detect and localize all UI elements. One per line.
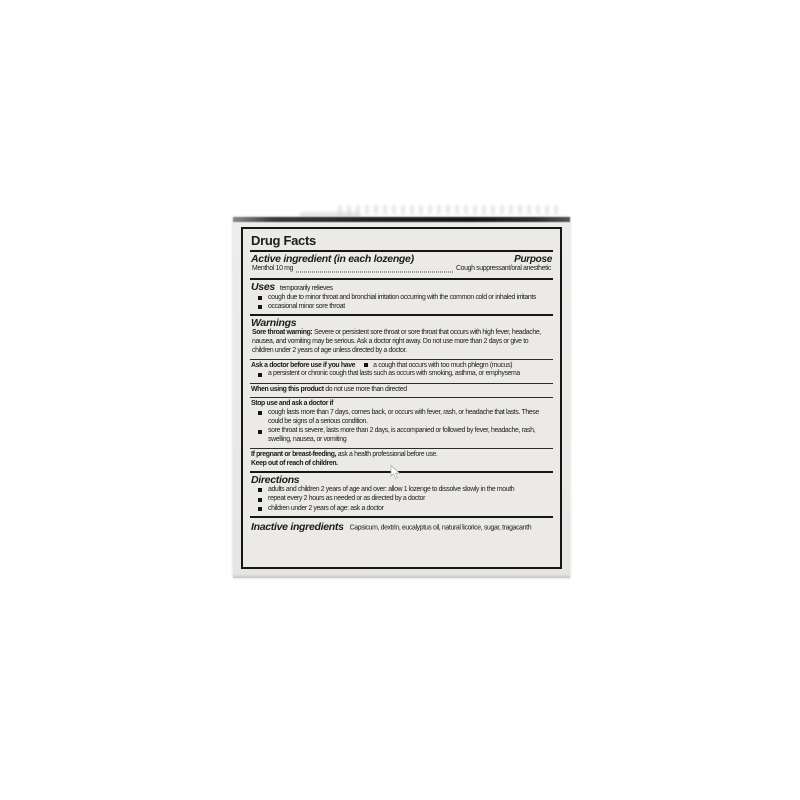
ask-doctor-subsection [250,361,553,382]
bullet-square-icon [258,507,262,511]
stop-use-bullet: cough lasts more than 7 days, comes back, or occurs with fever, rash, or headache that lasts. These could be signs of a serious condition. [251,409,552,427]
package-top-edge [233,217,570,222]
keep-out-of-reach: Keep out of reach of children. [251,460,338,468]
sore-throat-warning: Sore throat warning: Severe or persistent sore throat or sore throat that occurs with high fever, headache, nausea, and vomiting may be serious. Ask a doctor right away. Do not use more than 2 days or give to children under 2 years of age unless directed by a doctor. [252,329,541,354]
uses-section [250,280,553,314]
directions-bullet: repeat every 2 hours as needed or as directed by a doctor [251,495,552,504]
uses-lead: temporarily relieves [279,284,333,292]
warnings-heading: Warnings [251,317,297,330]
pregnancy-subsection: If pregnant or breast-feeding, ask a health professional before use. Keep out of reach of children. [250,450,553,471]
inactive-ingredients-list: Capsicum, dextrin, eucalyptus oil, natural licorice, sugar, tragacanth [349,524,532,532]
subsection-divider [250,397,553,398]
bullet-square-icon [258,373,262,377]
bullet-square-icon [258,305,262,309]
active-ingredient-section [250,252,553,278]
bullet-square-icon [258,296,262,300]
subsection-divider [250,383,553,384]
uses-bullet: occasional minor sore throat [251,303,552,312]
dotted-leader [296,271,453,272]
inactive-ingredients-section [250,518,553,536]
section-divider [250,471,553,473]
bullet-square-icon [258,488,262,492]
drug-facts-box [241,227,562,569]
ask-doctor-bullet: a persistent or chronic cough that lasts such as occurs with smoking, asthma, or emphysema [251,370,552,379]
subsection-divider [250,359,553,360]
bullet-square-icon [258,430,262,434]
purpose-heading: Purpose [514,254,552,265]
uses-heading: Uses [251,280,275,293]
when-using-subsection: When using this product do not use more than directed [251,385,407,393]
bullet-square-icon [258,411,262,415]
ask-doctor-line: Ask a doctor before use if you have a cough that occurs with too much phlegm (mucus) [251,361,513,369]
drug-facts-title: Drug Facts [251,233,316,248]
directions-section [250,473,553,516]
drug-facts-label [233,217,570,578]
stop-use-bullet: sore throat is severe, lasts more than 2 days, is accompanied or followed by fever, headache, rash, swelling, nausea, or vomiting [251,427,552,445]
uses-bullet: cough due to minor throat and bronchial irritation occurring with the common cold or inhaled irritants [251,294,552,303]
bullet-square-icon [364,363,368,367]
stop-use-subsection [250,399,553,447]
ingredient-name: Menthol 10 mg [252,265,294,272]
warnings-section [250,316,553,357]
subsection-divider [250,448,553,449]
directions-bullet: children under 2 years of age: ask a doctor [251,505,552,514]
inactive-ingredients-heading: Inactive ingredients [251,520,344,533]
divider-with-cursor [250,471,553,473]
directions-heading: Directions [251,474,300,487]
photo-smudge [338,205,563,214]
directions-bullet: adults and children 2 years of age and over: allow 1 lozenge to dissolve slowly in the mouth [251,486,552,495]
active-ingredient-heading: Active ingredient (in each lozenge) [251,253,414,265]
ingredient-purpose: Cough suppressant/oral anesthetic [456,265,551,272]
bullet-square-icon [258,498,262,502]
stop-use-heading: Stop use and ask a doctor if [251,400,334,408]
